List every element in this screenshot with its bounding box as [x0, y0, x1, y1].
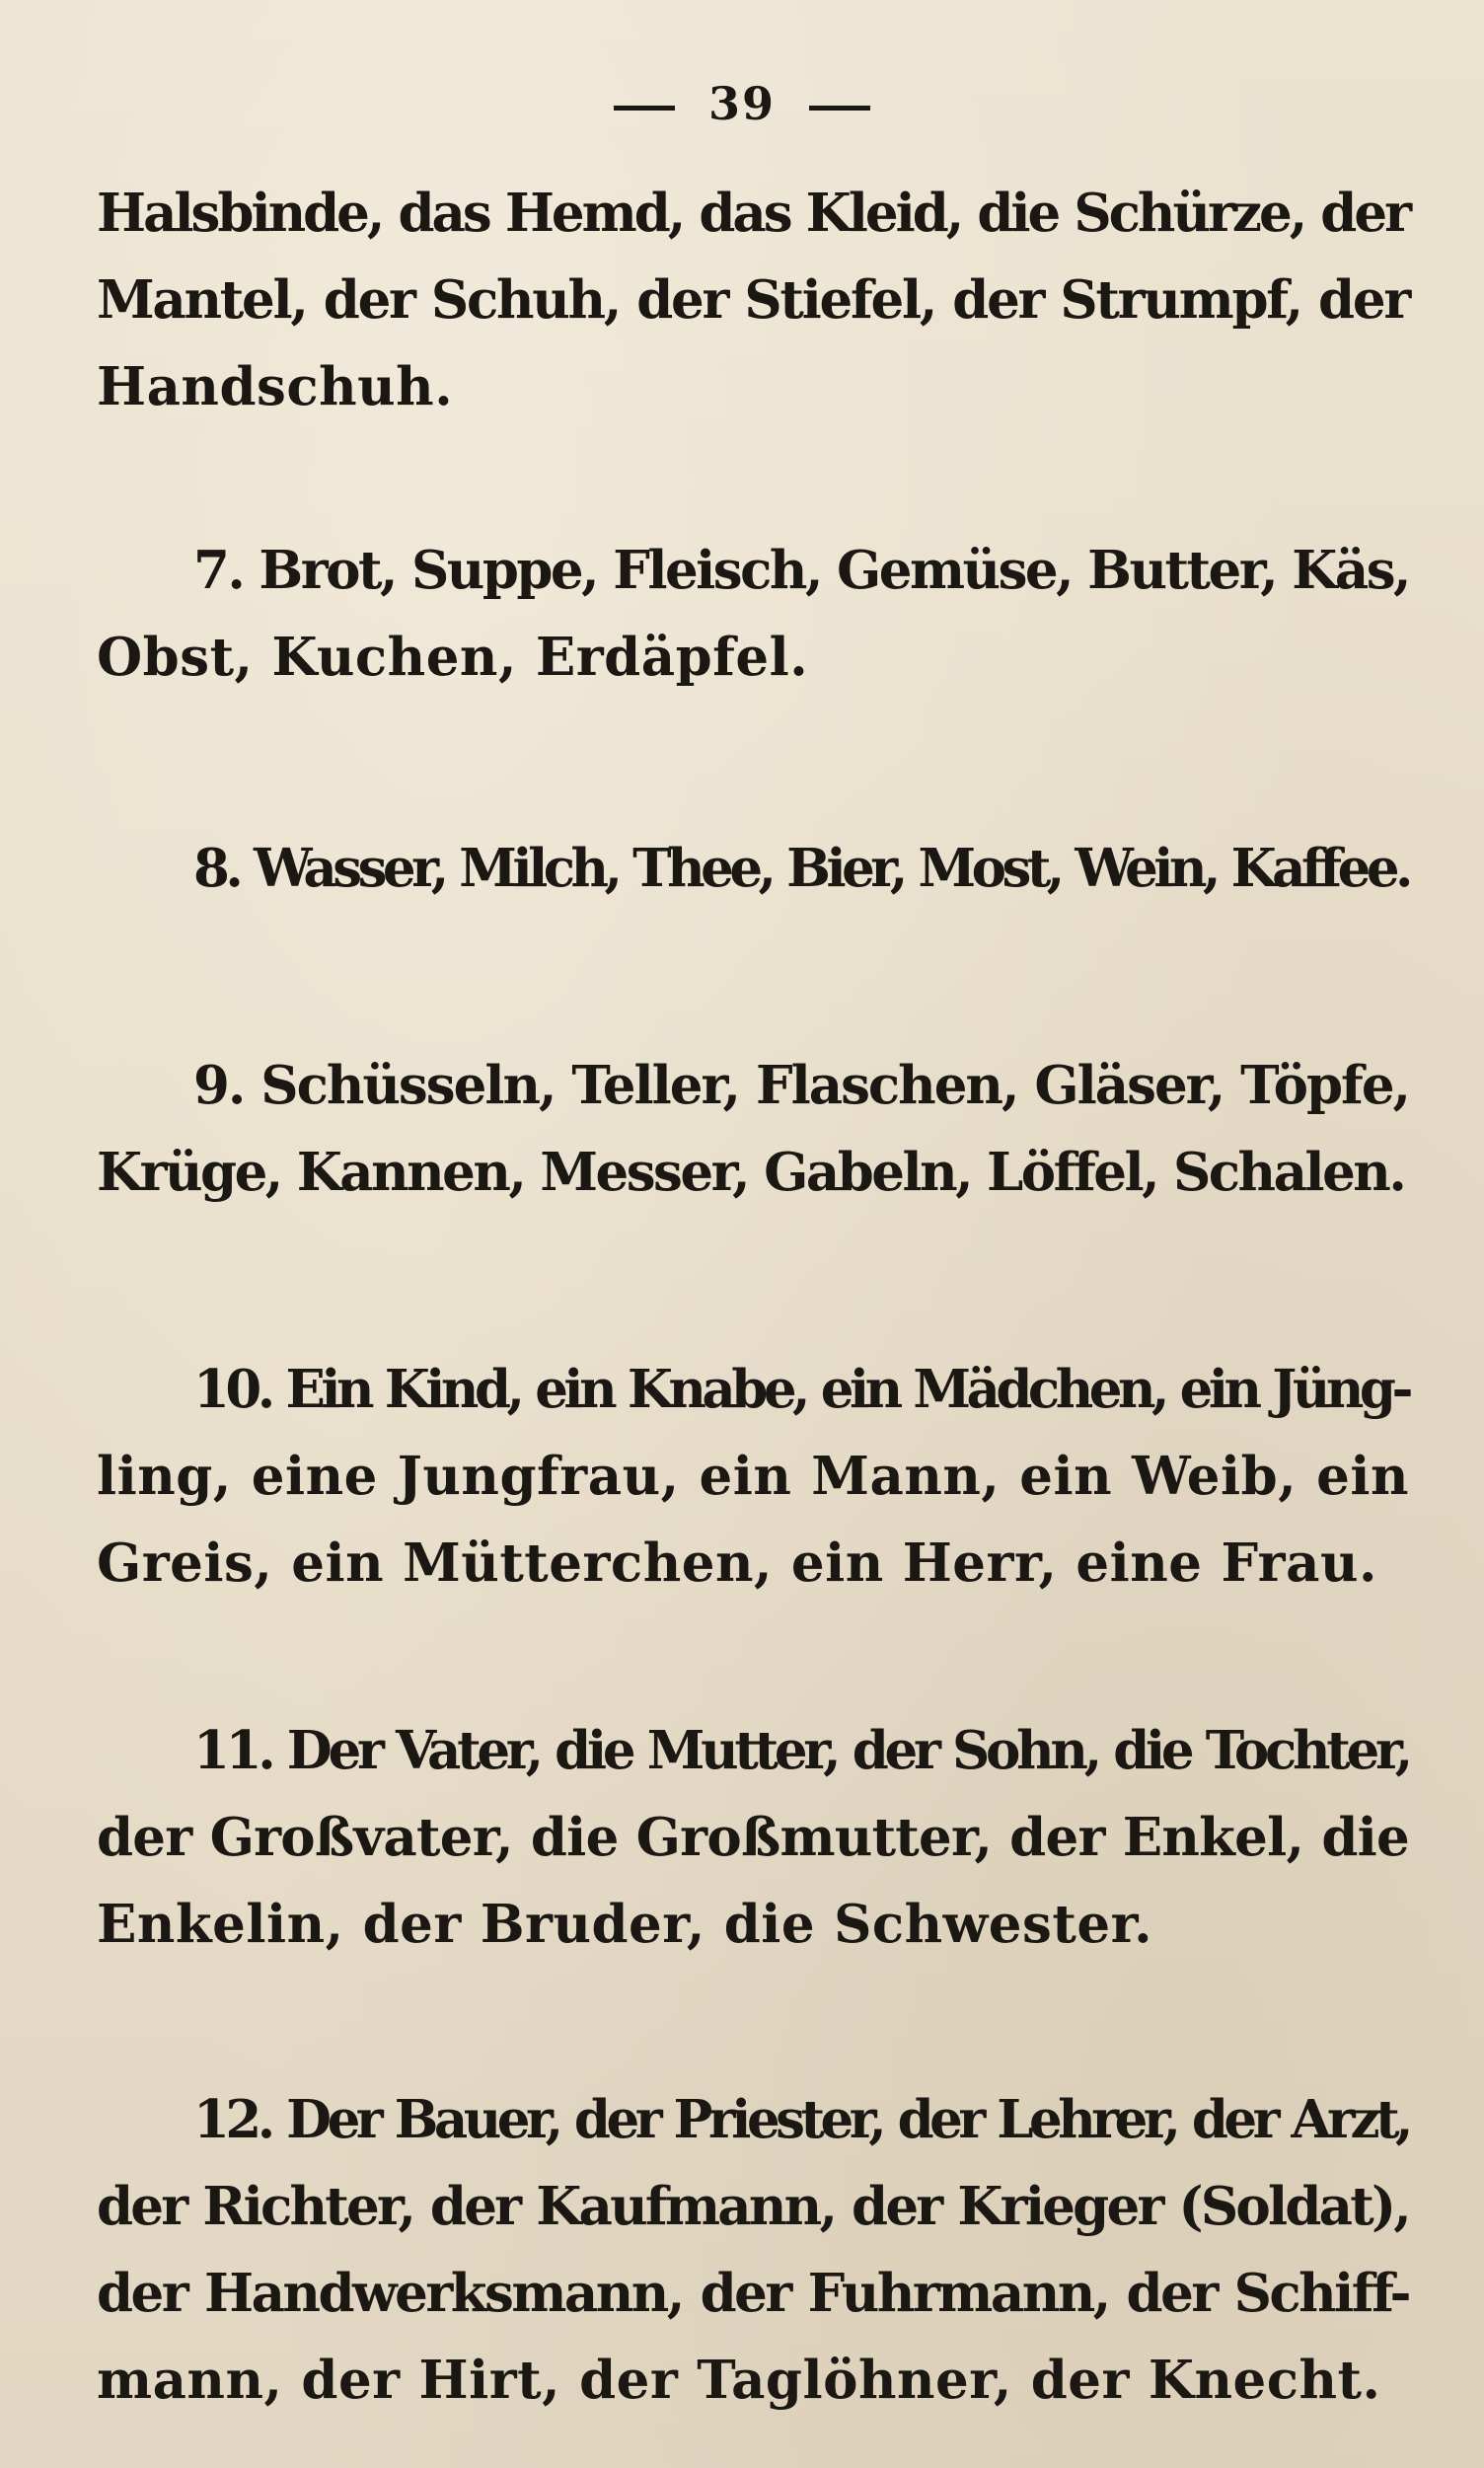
text-line: Obst, Kuchen, Erdäpfel. — [97, 627, 809, 688]
text-line: 8. Wasser, Milch, Thee, Bier, Most, Wein, Kaffee. — [193, 838, 1409, 899]
dash-left — [614, 106, 675, 111]
paragraph-11 — [97, 1707, 1409, 1968]
text-line: Halsbinde, das Hemd, das Kleid, die Schürze, der — [97, 183, 1409, 244]
text-line: 9. Schüsseln, Teller, Flaschen, Gläser, Töpfe, — [193, 1055, 1409, 1116]
text-line: 7. Brot, Suppe, Fleisch, Gemüse, Butter, Käs, — [193, 540, 1409, 601]
text-line: der Richter, der Kaufmann, der Krieger (Soldat), — [97, 2176, 1409, 2237]
paragraph-clothing — [97, 170, 1409, 430]
text-line: Enkelin, der Bruder, die Schwester. — [97, 1894, 1153, 1955]
paragraph-10 — [97, 1346, 1409, 1607]
text-line: 10. Ein Kind, ein Knabe, ein Mädchen, ein Jüng- — [193, 1359, 1409, 1420]
paragraph-9 — [97, 1042, 1409, 1216]
page-number-text: 39 — [707, 77, 776, 130]
text-line: Greis, ein Mütterchen, ein Herr, eine Frau. — [97, 1533, 1377, 1594]
page-number — [0, 77, 1484, 130]
text-line: der Großvater, die Großmutter, der Enkel, die — [97, 1807, 1409, 1868]
paragraph-7 — [97, 527, 1409, 701]
text-line: Handschuh. — [97, 356, 454, 417]
text-line: 11. Der Vater, die Mutter, der Sohn, die Tochter, — [193, 1720, 1409, 1781]
paragraph-12 — [97, 2076, 1409, 2424]
dash-right — [809, 106, 870, 111]
text-line: mann, der Hirt, der Taglöhner, der Knecht. — [97, 2350, 1381, 2411]
text-line: 12. Der Bauer, der Priester, der Lehrer, der Arzt, — [193, 2089, 1409, 2150]
text-line: Mantel, der Schuh, der Stiefel, der Strumpf, der — [97, 269, 1409, 331]
text-line: ling, eine Jungfrau, ein Mann, ein Weib, ein — [97, 1446, 1409, 1507]
paragraph-8 — [97, 825, 1409, 912]
text-line: der Handwerksmann, der Fuhrmann, der Schiff- — [97, 2263, 1409, 2324]
text-line: Krüge, Kannen, Messer, Gabeln, Löffel, Schalen. — [97, 1142, 1405, 1203]
